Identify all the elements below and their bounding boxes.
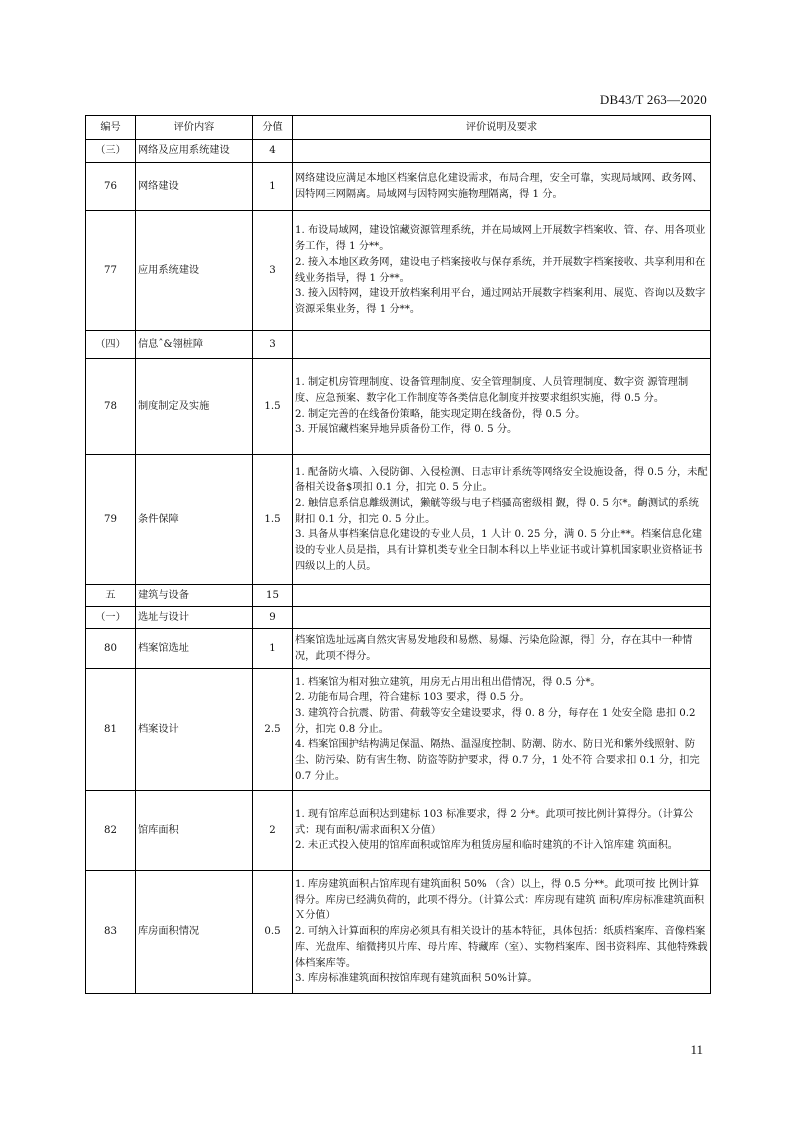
row-requirements xyxy=(293,871,711,994)
table-row xyxy=(86,871,711,994)
row-score: 9 xyxy=(253,607,293,629)
table-row xyxy=(86,455,711,585)
column-header-number: 编号 xyxy=(86,116,136,140)
table-row xyxy=(86,211,711,331)
standard-code: DB43/T 263—2020 xyxy=(599,92,707,107)
row-requirements xyxy=(293,163,711,211)
row-score: 3 xyxy=(253,331,293,359)
requirement-line: 3. 建筑符合抗震、防雷、荷载等安全建设要求，得 0. 8 分，每存在 1 处安全隐 患扣 0.2 分，扣完 0.8 分止。 xyxy=(295,707,696,735)
requirement-line: 2. 可纳入计算面积的库房必须具有相关设计的基本特征，具体包括：纸质档案库、音像档案库、光盘库、缩微拷贝片库、母片库、特藏库（室）、实物档案库、图书资料库、其他特殊载体档案库等。 xyxy=(295,926,708,969)
row-number: 五 xyxy=(86,585,136,607)
evaluation-table xyxy=(85,115,711,994)
requirement-line: 1. 配备防火墙、入侵防御、入侵检测、日志审计系统等网络安全设施设备，得 0.5 分，未配备相关设备$项扣 0.1 分，扣完 0. 5 分止。 xyxy=(295,466,708,494)
column-header-content: 评价内容 xyxy=(136,116,253,140)
row-score: 15 xyxy=(253,585,293,607)
row-number: 83 xyxy=(86,871,136,994)
requirement-line: 1. 库房建筑面积占馆库现有建筑面积 50% （含）以上，得 0.5 分**。此项可按 比例计算得分。库房已经满负荷的，此项不得分。（计算公式：库房现有建筑 面积/库房标准建筑面积Ｘ分值） xyxy=(295,879,705,922)
row-requirements xyxy=(293,359,711,455)
row-content: 选址与设计 xyxy=(136,607,253,629)
column-header-requirements: 评价说明及要求 xyxy=(293,116,711,140)
table-body xyxy=(86,140,711,994)
row-score: 3 xyxy=(253,211,293,331)
row-requirements xyxy=(293,791,711,871)
row-score: 1.5 xyxy=(253,359,293,455)
table-row xyxy=(86,791,711,871)
table-row xyxy=(86,359,711,455)
row-number: 78 xyxy=(86,359,136,455)
requirement-line: 3. 具备从事档案信息化建设的专业人员，1 人计 0. 25 分，满 0. 5 分止**。档案信息化建设的专业人员是指，具有计算机类专业全日制本科以上毕业证书或计算机国家职业资格证书四级以上的人员。 xyxy=(295,529,703,572)
row-requirements xyxy=(293,455,711,585)
requirement-line: 3. 接入因特网，建设开放档案利用平台，通过网站开展数字档案利用、展览、咨询以及数字资源采集业务，得 1 分**。 xyxy=(295,288,706,315)
row-content: 网络建设 xyxy=(136,163,253,211)
row-number: （三） xyxy=(86,140,136,163)
table-row xyxy=(86,607,711,629)
row-content: 条件保障 xyxy=(136,455,253,585)
row-score: 1 xyxy=(253,629,293,669)
requirement-line: 档案馆选址远离自然灾害易发地段和易燃、易爆、污染危险源，得］分，存在其中一种情况，此项不得分。 xyxy=(295,634,693,662)
requirement-line: 1. 档案馆为相对独立建筑，用房无占用出租出借情况，得 0.5 分*。 xyxy=(295,676,601,688)
table-row xyxy=(86,669,711,791)
row-score: 4 xyxy=(253,140,293,163)
row-requirements xyxy=(293,585,711,607)
requirement-line: 2. 触信息系信息離级测试，獭觥等级与电子档骚高密级相 觐，得 0. 5 尔*。齣测试的系统財扣 0.1 分，扣完 0. 5 分止。 xyxy=(295,497,699,525)
row-content: 档案设计 xyxy=(136,669,253,791)
row-number: 82 xyxy=(86,791,136,871)
table-header-row xyxy=(86,116,711,140)
row-score: 2 xyxy=(253,791,293,871)
requirement-line: 1. 制定机房管理制度、设备管理制度、安全管理制度、人员管理制度、数字资 源管理制度、应急预案、数字化工作制度等各类信息化制度并按要求组织实施，得 0.5 分。 xyxy=(295,377,689,404)
requirement-line: 2. 未正式投入使用的馆库面积或馆库为租赁房屋和临时建筑的不计入馆库建 筑面积。 xyxy=(295,840,678,852)
row-score: 1.5 xyxy=(253,455,293,585)
table-row xyxy=(86,331,711,359)
row-content: 制度制定及实施 xyxy=(136,359,253,455)
row-score: 2.5 xyxy=(253,669,293,791)
row-content: 应用系统建设 xyxy=(136,211,253,331)
requirement-line: 3. 开展馆藏档案异地异质备份工作，得 0. 5 分。 xyxy=(295,424,518,436)
row-score: 1 xyxy=(253,163,293,211)
row-number: 80 xyxy=(86,629,136,669)
row-content: 信息ˆ&翎桩障 xyxy=(136,331,253,359)
requirement-line: 网络建设应满足本地区档案信息化建设需求，布局合理，安全可靠，实现局域网、政务网、因特网三网隔离。局域网与因特网实施物理隔离，得 1 分。 xyxy=(295,172,703,200)
requirement-line: 1. 布设局域网，建设馆藏资源管理系统，并在局域网上开展数字档案收、管、存、用各项业务工作，得 1 分**。 xyxy=(295,225,706,253)
row-number: 81 xyxy=(86,669,136,791)
page-number: 11 xyxy=(690,1042,703,1057)
row-requirements xyxy=(293,211,711,331)
row-requirements xyxy=(293,331,711,359)
row-requirements xyxy=(293,607,711,629)
row-number: 76 xyxy=(86,163,136,211)
row-requirements xyxy=(293,669,711,791)
row-number: （四） xyxy=(86,331,136,359)
row-number: （一） xyxy=(86,607,136,629)
row-content: 馆库面积 xyxy=(136,791,253,871)
requirement-line: 2. 功能布局合理，符合建标 103 要求，得 0.5 分。 xyxy=(295,692,530,704)
table-row xyxy=(86,140,711,163)
row-content: 档案馆选址 xyxy=(136,629,253,669)
column-header-score: 分值 xyxy=(253,116,293,140)
requirement-line: 2. 制定完善的在线备份策略，能实现定期在线备份，得 0.5 分。 xyxy=(295,408,586,420)
row-content: 建筑与设备 xyxy=(136,585,253,607)
table-row xyxy=(86,585,711,607)
row-content: 网络及应用系统建设 xyxy=(136,140,253,163)
requirement-line: 4. 档案馆围护结构满足保温、隔热、温湿度控制、防潮、防水、防日光和紫外线照射、防尘、防污染、防有害生物、防盗等防护要求，得 0.7 分，1 处不符 合要求扣 0.1 分，扣完 0.7 分止。 xyxy=(295,739,700,782)
row-requirements xyxy=(293,140,711,163)
row-requirements xyxy=(293,629,711,669)
row-score: 0.5 xyxy=(253,871,293,994)
requirement-line: 2. 接入本地区政务网，建设电子档案接收与保存系统，并开展数字档案接收、共享利用和在线业务指导，得 1 分**。 xyxy=(295,256,706,284)
row-number: 77 xyxy=(86,211,136,331)
row-content: 库房面积情况 xyxy=(136,871,253,994)
requirement-line: 3. 库房标准建筑面积按馆库现有建筑面积 50%计算。 xyxy=(295,973,538,985)
table-row xyxy=(86,629,711,669)
row-number: 79 xyxy=(86,455,136,585)
requirement-line: 1. 现有馆库总面积达到建标 103 标准要求，得 2 分*。此项可按比例计算得分。（计算公式：现有面积/需求面积Ｘ分值） xyxy=(295,808,694,836)
table-row xyxy=(86,163,711,211)
